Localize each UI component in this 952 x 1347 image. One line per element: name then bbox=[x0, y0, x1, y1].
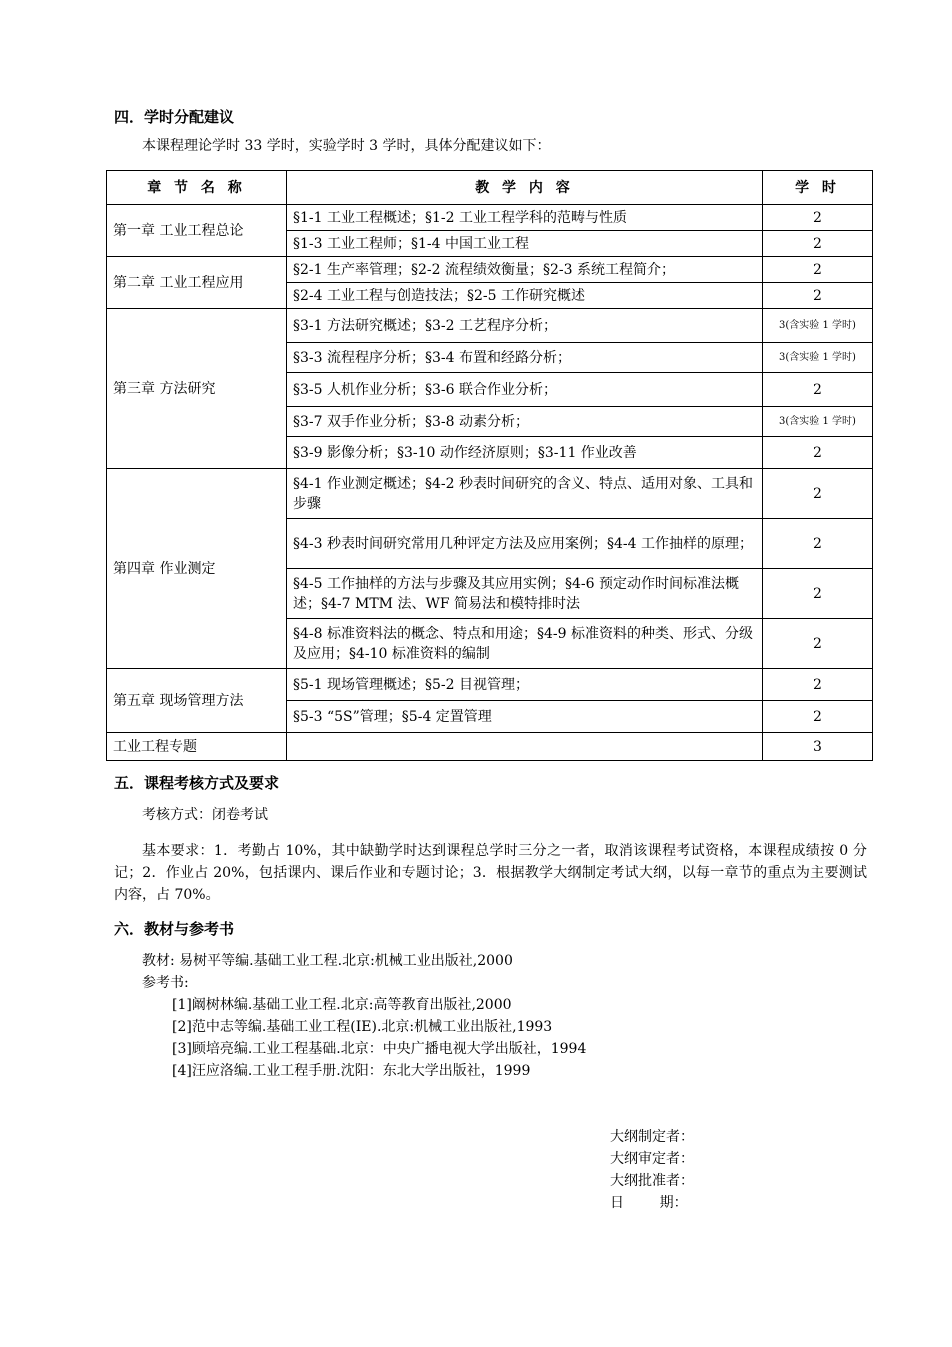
chapter-hours: 3(含实验 1 学时) bbox=[763, 343, 873, 373]
chapter-hours: 2 bbox=[763, 569, 873, 619]
chapter-hours: 3 bbox=[763, 733, 873, 761]
chapter-hours: 2 bbox=[763, 669, 873, 701]
chapter-hours: 2 bbox=[763, 231, 873, 257]
chapter-content: §4-5 工作抽样的方法与步骤及其应用实例；§4-6 预定动作时间标准法概述；§4-7 MTM 法、WF 简易法和模特排时法 bbox=[287, 569, 763, 619]
chapter-content: §1-1 工业工程概述；§1-2 工业工程学科的范畴与性质 bbox=[287, 205, 763, 231]
signature-drafter: 大纲制定者： bbox=[610, 1129, 694, 1145]
chapter-content: §3-1 方法研究概述；§3-2 工艺程序分析； bbox=[287, 309, 763, 343]
chapter-content: §4-8 标准资料法的概念、特点和用途；§4-9 标准资料的种类、形式、分级及应用；§4-10 标准资料的编制 bbox=[287, 619, 763, 669]
assessment-method: 考核方式：闭卷考试 bbox=[142, 807, 268, 823]
chapter-name: 第四章 作业测定 bbox=[107, 469, 287, 669]
chapter-name: 工业工程专题 bbox=[107, 733, 287, 761]
chapter-content: §5-3 “5S”管理；§5-4 定置管理 bbox=[287, 701, 763, 733]
chapter-hours: 2 bbox=[763, 373, 873, 407]
chapter-hours: 3(含实验 1 学时) bbox=[763, 309, 873, 343]
chapter-content: §3-7 双手作业分析；§3-8 动素分析； bbox=[287, 407, 763, 437]
reference-item: [4]汪应洛编.工业工程手册.沈阳：东北大学出版社，1999 bbox=[172, 1063, 531, 1079]
signature-reviewer: 大纲审定者： bbox=[610, 1151, 694, 1167]
chapter-hours: 2 bbox=[763, 283, 873, 309]
chapter-hours: 2 bbox=[763, 469, 873, 519]
chapter-content: §3-5 人机作业分析；§3-6 联合作业分析； bbox=[287, 373, 763, 407]
header-hours: 学 时 bbox=[763, 171, 873, 205]
table-row bbox=[107, 669, 873, 701]
header-content: 教 学 内 容 bbox=[287, 171, 763, 205]
chapter-content: §4-3 秒表时间研究常用几种评定方法及应用案例；§4-4 工作抽样的原理； bbox=[287, 519, 763, 569]
section4-intro: 本课程理论学时 33 学时，实验学时 3 学时，具体分配建议如下： bbox=[142, 138, 551, 154]
chapter-content: §3-9 影像分析；§3-10 动作经济原则；§3-11 作业改善 bbox=[287, 437, 763, 469]
table-row bbox=[107, 469, 873, 519]
textbook: 教材: 易树平等编.基础工业工程.北京:机械工业出版社,2000 bbox=[142, 953, 513, 969]
chapter-name: 第一章 工业工程总论 bbox=[107, 205, 287, 257]
chapter-name: 第二章 工业工程应用 bbox=[107, 257, 287, 309]
chapter-name: 第三章 方法研究 bbox=[107, 309, 287, 469]
chapter-content: §1-3 工业工程师；§1-4 中国工业工程 bbox=[287, 231, 763, 257]
hours-allocation-table bbox=[106, 170, 873, 761]
reference-item: [1]阚树林编.基础工业工程.北京:高等教育出版社,2000 bbox=[172, 997, 512, 1013]
chapter-hours: 2 bbox=[763, 437, 873, 469]
chapter-content: §4-1 作业测定概述；§4-2 秒表时间研究的含义、特点、适用对象、工具和步骤 bbox=[287, 469, 763, 519]
signature-date: 日 期： bbox=[610, 1195, 688, 1211]
table-row bbox=[107, 257, 873, 283]
chapter-name: 第五章 现场管理方法 bbox=[107, 669, 287, 733]
section5-title: 五．课程考核方式及要求 bbox=[114, 774, 280, 792]
chapter-content bbox=[287, 733, 763, 761]
chapter-content: §3-3 流程程序分析；§3-4 布置和经路分析； bbox=[287, 343, 763, 373]
chapter-content: §2-4 工业工程与创造技法；§2-5 工作研究概述 bbox=[287, 283, 763, 309]
assessment-requirements: 基本要求：1．考勤占 10%，其中缺勤学时达到课程总学时三分之一者，取消该课程考试资格，本课程成绩按 0 分记；2．作业占 20%，包括课内、课后作业和专题讨论；3．根据教学大纲制定考试大纲，以每一章节的重点为主要测试内容，占 70%。 bbox=[114, 843, 867, 903]
references-label: 参考书: bbox=[142, 975, 189, 991]
table-row bbox=[107, 205, 873, 231]
reference-item: [2]范中志等编.基础工业工程(IE).北京:机械工业出版社,1993 bbox=[172, 1019, 553, 1035]
signature-approver: 大纲批准者： bbox=[610, 1173, 694, 1189]
chapter-hours: 3(含实验 1 学时) bbox=[763, 407, 873, 437]
chapter-hours: 2 bbox=[763, 519, 873, 569]
chapter-hours: 2 bbox=[763, 257, 873, 283]
table-row bbox=[107, 309, 873, 343]
table-row bbox=[107, 733, 873, 761]
chapter-content: §5-1 现场管理概述；§5-2 目视管理； bbox=[287, 669, 763, 701]
table-header-row bbox=[107, 171, 873, 205]
chapter-hours: 2 bbox=[763, 701, 873, 733]
header-chapter: 章 节 名 称 bbox=[107, 171, 287, 205]
chapter-content: §2-1 生产率管理；§2-2 流程绩效衡量；§2-3 系统工程简介； bbox=[287, 257, 763, 283]
section4-title: 四．学时分配建议 bbox=[114, 108, 235, 126]
section6-title: 六．教材与参考书 bbox=[114, 920, 235, 938]
chapter-hours: 2 bbox=[763, 619, 873, 669]
reference-item: [3]顾培亮编.工业工程基础.北京：中央广播电视大学出版社，1994 bbox=[172, 1041, 587, 1057]
chapter-hours: 2 bbox=[763, 205, 873, 231]
